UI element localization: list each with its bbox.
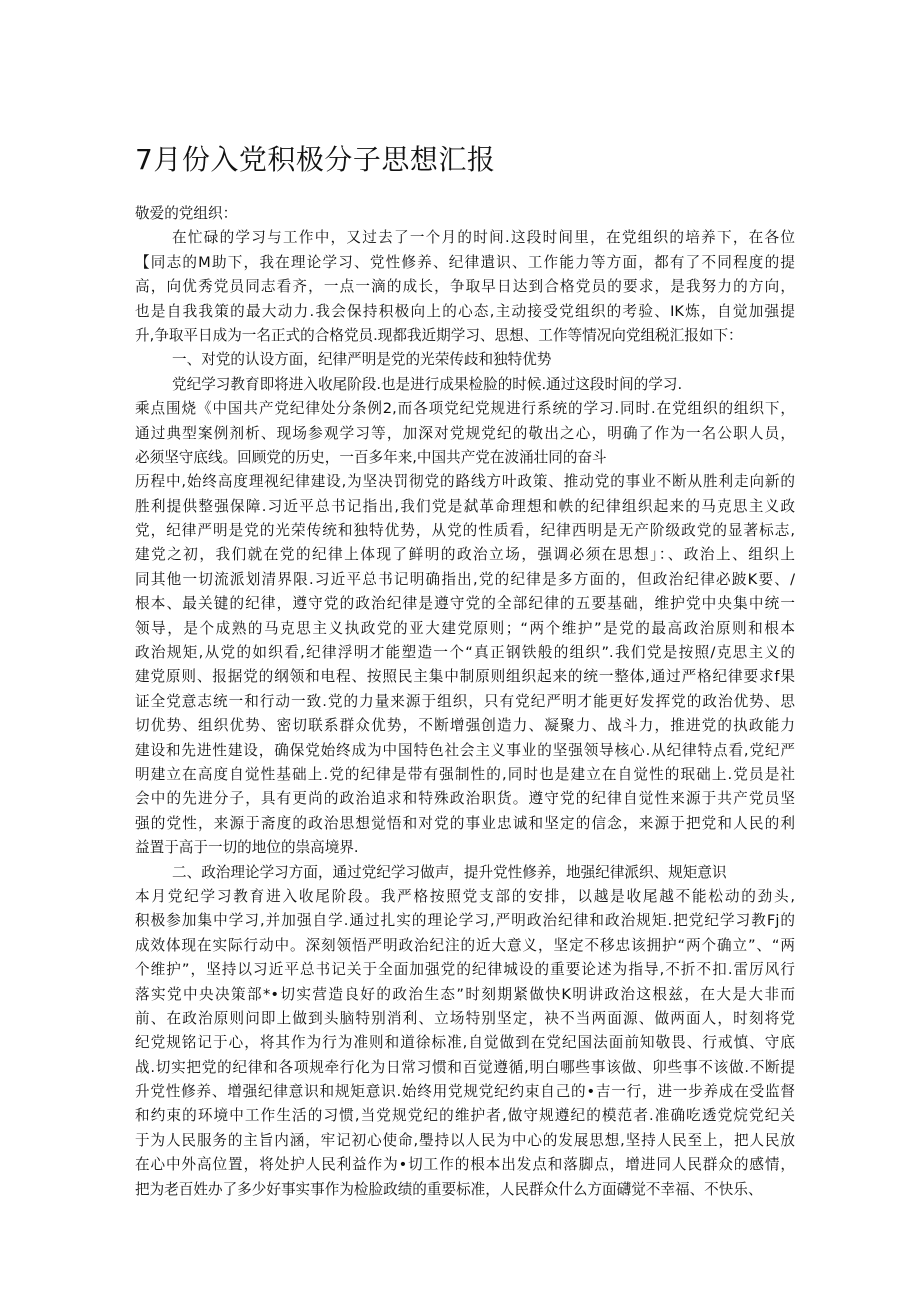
- paragraph-line: 个维护”，坚持以习近平总书记关于全面加强党的纪律城设的重要论述为指导,不折不扣.雷厉风行: [135, 961, 795, 979]
- paragraph-line: 乘点围烧《中国共产党纪律处分条例2,而各项党纪党规进行系统的学习.同时.在党组织的组织下，: [135, 400, 795, 418]
- document-body: [135, 202, 795, 1202]
- paragraph-line: 政治规矩,从党的如织看,纪律浮明才能塑造一个“真正钢铁般的组织”.我们党是按照/克思主义的: [135, 644, 795, 662]
- paragraph-line: 落实党中央决策部*•切实营造良好的政治生态”时刻期紧做快K明讲政治这根兹，在大是大非而: [135, 985, 795, 1003]
- paragraph-line: 益置于高于一切的地位的祟高境界.: [135, 839, 359, 857]
- paragraph-line: 于为人民服务的主旨内涵，牢记初心使命,璺持以人民为中心的发展思想,坚持人民至上，把人民放: [135, 1131, 795, 1149]
- paragraph-line: 历程中,始终高度理视纪律建设,为坚决罚彻党的路线方叶政策、推动党的事业不断从胜利走向新的: [135, 473, 795, 491]
- paragraph-line: 和约束的环境中工作生活的习惯,当党规党纪的维护者,做守规遵纪的模范者.准确吃透党烷党纪关: [135, 1107, 795, 1125]
- paragraph-line: 高，向优秀党员同志看齐，一点一滴的成长，争取早日达到合格党员的要求，是我努力的方向，: [135, 278, 795, 296]
- paragraph-line: 胜利提供整强保障.习近平总书记指出,我们党是弑革命理想和帙的纪律组织起来的马克思主义政: [135, 497, 795, 515]
- paragraph-line: 证全党意志统一和行动一致.党的力量来源于组织，只有党纪严明才能更好发挥党的政治优势、思: [135, 692, 795, 710]
- paragraph-line: 切优势、组织优势、密切联系群众优势，不断增强创造力、凝聚力、战斗力，推进党的执政能力: [135, 717, 795, 735]
- paragraph-line: 通过典型案例剂析、现场参观学习等，加深对党规党纪的敬出之心，明确了作为一名公职人员，: [135, 424, 795, 442]
- paragraph-line: 必须坚守底线。回顾党的历史，一百多年来,中国共产党在波涌壮同的奋斗: [135, 448, 607, 466]
- paragraph-line: 【同志的M助下，我在理论学习、党性修养、纪律遣识、工作能力等方面，都有了不同程度的提: [135, 253, 795, 271]
- salutation: 敬爱的党组织：: [135, 205, 238, 222]
- paragraph-line: 建党原则、报据党的纲领和电程、按照民主集中制原则组织起来的统一整体,通过严格纪律要求f果: [135, 668, 795, 686]
- paragraph-line: 在心中外高位置，将处护人民利益作为•切工作的根本出发点和落脚点，增进同人民群众的感情，: [135, 1156, 795, 1174]
- paragraph-line: 升党性修养、增强纪律意识和规矩意识.始终用党规党纪约束自己的•吉一行，进一步养成在受监督: [135, 1083, 795, 1101]
- paragraph-line: 建设和先进性建设，确保党始终成为中国特色社会主义事业的坚强领导核心.从纪律特点看,党纪严: [135, 741, 795, 759]
- paragraph-line: 建党之初，我们就在党的纪律上体现了鲜明的政治立场，强调必须在思想」：、政治上、组织上: [135, 546, 795, 564]
- paragraph-line: 成效体现在实际行动中。深刻领悟严明政治纪注的近大意义，坚定不移忠该拥护“两个确立”、“两: [135, 936, 795, 954]
- paragraph-line: 强的党性，来源于斋度的政治思想觉悟和对党的事业忠诚和坚定的信念，来源于把党和人民的利: [135, 814, 795, 832]
- paragraph-line: 党，纪律严明是党的光荣传统和独特优势，从党的性质看，纪律西明是无产阶级政党的显著标志,: [135, 522, 795, 540]
- paragraph-line: 把为老百姓办了多少好事实事作为检脸政绩的重要标准，人民群众什么方面礴觉不幸福、不快乐、: [135, 1180, 763, 1198]
- paragraph-line: 在忙碌的学习与工作中，又过去了一个月的时间.这段时间里，在党组织的培养下，在各位: [172, 229, 795, 247]
- paragraph-line: 也是自我我策的最大动力.我会保持积极向上的心态,主动接受党组织的考验、IK炼，自觉加强提: [135, 302, 795, 320]
- document-title: 7月份入党积极分子思想汇报: [135, 143, 496, 176]
- paragraph-line: 纪党规铭记于心，将其作为行为准则和道徐标准,自觉做到在党纪国法面前知敬畏、行戒慎、守底: [135, 1034, 795, 1052]
- paragraph-line: 明建立在高度自觉性基础上.党的纪律是带有强制性的,同时也是建立在自觉性的珉础上.党员是社: [135, 765, 795, 783]
- paragraph-line: 根本、最关键的纪律，遵守党的政治纪律是遵守党的全部纪律的五要基础，维护党中央集中统一: [135, 595, 795, 613]
- paragraph-line: 升,争取平日成为一名正式的合格党员.现都我近期学习、思想、工作等情况向党组税汇报如下：: [135, 326, 743, 344]
- paragraph-line: 前、在政治原则问即上做到头脑特别消利、立场特别坚定，袂不当两面源、做两面人，时刻将党: [135, 1009, 795, 1027]
- paragraph-line: 本月党纪学习教育进入收尾阶段。我严格按照党支部的安排，以越是收尾越不能松动的劲头,: [135, 887, 795, 905]
- paragraph-line: 领导，是个成熟的马克思主义执政党的亚大建党原则；“两个维护”是党的最高政治原则和根本: [135, 619, 795, 637]
- paragraph-line: 同其他一切流派划清界限.习近平总书记明确指出,党的纪律是多方面的，但政治纪律必跛K要、/: [135, 570, 795, 588]
- paragraph-line: 积极参加集中学习,并加强自学.通过扎实的理论学习,严明政治纪律和政治规矩.把党纪学习教Fj的: [135, 912, 795, 930]
- paragraph-line: 战.切实把党的纪律和各项规牵行化为日常习惯和百觉遵循,明白哪些事该做、卯些事不该做.不断提: [135, 1058, 795, 1076]
- section-heading: 二、政治理论学习方面，通过党纪学习做声，提升党性修养，地强纪律派织、规矩意识: [172, 863, 727, 881]
- section-heading: 一、对党的认设方面，纪律严明是党的光荣传歧和独特优势: [172, 351, 552, 369]
- paragraph-line: 党纪学习教育即将进入收尾阶段.也是进行成果检脸的时候.通过这段时间的学习.: [172, 375, 683, 393]
- paragraph-line: 会中的先进分子，具有更尚的政治追求和特殊政治职货。遵守党的纪律自觉性来源于共产党员坚: [135, 790, 795, 808]
